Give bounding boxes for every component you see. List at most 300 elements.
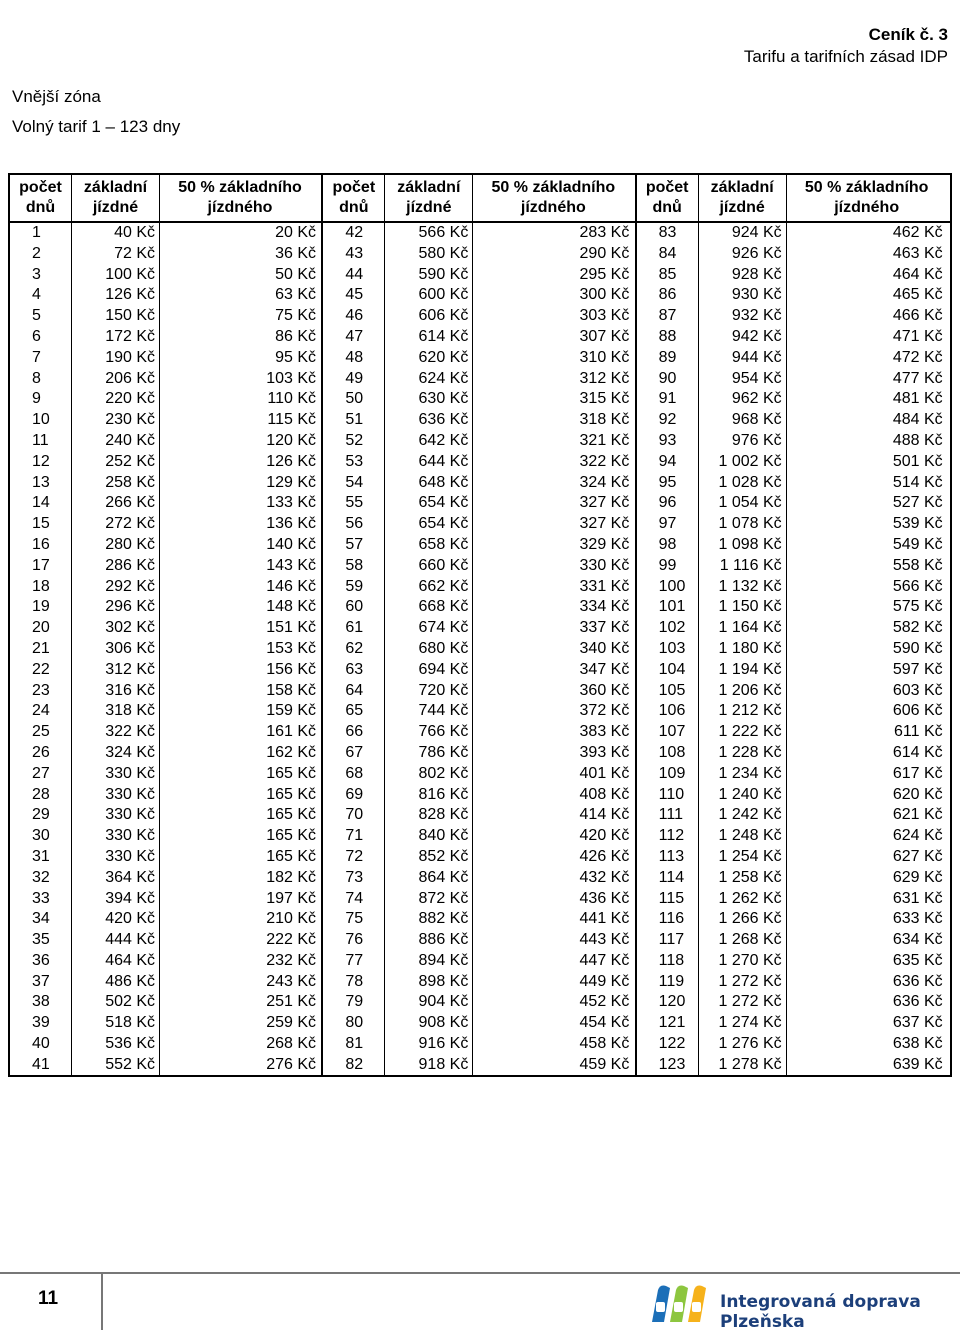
base-fare-cell: 1 028 Kč [699, 473, 787, 494]
table-row [323, 868, 634, 889]
table-row [323, 1034, 634, 1055]
days-cell: 95 [637, 473, 699, 494]
half-fare-cell: 443 Kč [579, 931, 630, 949]
half-fare-cell: 501 Kč [892, 452, 943, 470]
half-fare-cell: 327 Kč [579, 515, 630, 533]
half-fare-cell: 197 Kč [266, 889, 316, 907]
half-fare-cell: 464 Kč [892, 265, 943, 283]
half-fare-cell: 140 Kč [266, 535, 316, 553]
half-fare-cell: 527 Kč [892, 494, 943, 512]
table-row [637, 951, 950, 972]
half-fare-cell: 165 Kč [266, 847, 316, 865]
days-cell: 66 [323, 722, 385, 743]
days-cell: 29 [10, 805, 72, 826]
table-row [10, 348, 321, 369]
base-fare-cell: 840 Kč [385, 826, 473, 847]
table-row [10, 847, 321, 868]
base-fare-cell: 330 Kč [72, 805, 160, 826]
base-fare-cell: 100 Kč [72, 265, 160, 286]
base-fare-cell: 928 Kč [699, 265, 787, 286]
table-row [10, 223, 321, 244]
table-row [10, 306, 321, 327]
half-fare-cell: 420 Kč [579, 827, 630, 845]
days-cell: 114 [637, 868, 699, 889]
half-fare-cell: 393 Kč [579, 743, 630, 761]
base-fare-cell: 240 Kč [72, 431, 160, 452]
days-cell: 45 [323, 285, 385, 306]
days-cell: 86 [637, 285, 699, 306]
days-cell: 32 [10, 868, 72, 889]
table-row [10, 514, 321, 535]
days-cell: 111 [637, 805, 699, 826]
tariff-label: Volný tarif 1 – 123 dny [12, 117, 181, 136]
half-fare-cell: 539 Kč [892, 515, 943, 533]
table-row [323, 577, 634, 598]
half-fare-cell: 312 Kč [579, 369, 630, 387]
table-row [323, 556, 634, 577]
table-row [10, 265, 321, 286]
base-fare-cell: 864 Kč [385, 868, 473, 889]
base-fare-header: základní jízdné [385, 175, 473, 221]
days-cell: 75 [323, 909, 385, 930]
half-fare-cell: 95 Kč [275, 348, 316, 366]
base-fare-cell: 330 Kč [72, 764, 160, 785]
base-fare-cell: 330 Kč [72, 826, 160, 847]
base-fare-cell: 580 Kč [385, 244, 473, 265]
base-fare-cell: 644 Kč [385, 452, 473, 473]
half-fare-cell: 624 Kč [892, 827, 943, 845]
base-fare-cell: 252 Kč [72, 452, 160, 473]
base-fare-cell: 502 Kč [72, 992, 160, 1013]
half-fare-cell: 310 Kč [579, 348, 630, 366]
days-cell: 26 [10, 743, 72, 764]
days-cell: 105 [637, 681, 699, 702]
base-fare-cell: 1 180 Kč [699, 639, 787, 660]
days-cell: 119 [637, 972, 699, 993]
table-row [10, 972, 321, 993]
days-cell: 67 [323, 743, 385, 764]
half-fare-cell: 334 Kč [579, 598, 630, 616]
footer-vertical-divider [101, 1274, 103, 1330]
base-fare-cell: 316 Kč [72, 681, 160, 702]
days-cell: 80 [323, 1013, 385, 1034]
half-fare-cell: 129 Kč [266, 473, 316, 491]
table-row [323, 785, 634, 806]
base-fare-cell: 1 278 Kč [699, 1055, 787, 1076]
days-cell: 37 [10, 972, 72, 993]
table-row [10, 639, 321, 660]
base-fare-cell: 486 Kč [72, 972, 160, 993]
half-fare-cell: 514 Kč [892, 473, 943, 491]
days-cell: 68 [323, 764, 385, 785]
base-fare-cell: 322 Kč [72, 722, 160, 743]
half-fare-cell: 295 Kč [579, 265, 630, 283]
table-row [10, 452, 321, 473]
base-fare-cell: 1 262 Kč [699, 889, 787, 910]
days-cell: 51 [323, 410, 385, 431]
half-fare-cell: 611 Kč [894, 723, 943, 741]
base-fare-cell: 150 Kč [72, 306, 160, 327]
days-cell: 16 [10, 535, 72, 556]
table-row [323, 514, 634, 535]
half-fare-cell: 331 Kč [579, 577, 630, 595]
days-cell: 76 [323, 930, 385, 951]
table-row [637, 431, 950, 452]
half-fare-cell: 631 Kč [892, 889, 943, 907]
days-cell: 6 [10, 327, 72, 348]
base-fare-cell: 306 Kč [72, 639, 160, 660]
half-fare-cell: 158 Kč [266, 681, 316, 699]
days-cell: 83 [637, 223, 699, 244]
half-fare-cell: 481 Kč [892, 390, 943, 408]
days-cell: 65 [323, 701, 385, 722]
half-fare-cell: 463 Kč [892, 244, 943, 262]
half-fare-cell: 133 Kč [266, 494, 316, 512]
base-fare-cell: 680 Kč [385, 639, 473, 660]
days-cell: 2 [10, 244, 72, 265]
days-cell: 4 [10, 285, 72, 306]
half-fare-cell: 303 Kč [579, 307, 630, 325]
days-cell: 70 [323, 805, 385, 826]
days-cell: 123 [637, 1055, 699, 1076]
table-row [323, 244, 634, 265]
days-cell: 28 [10, 785, 72, 806]
half-fare-cell: 290 Kč [579, 244, 630, 262]
table-row [10, 868, 321, 889]
half-fare-cell: 597 Kč [892, 660, 943, 678]
base-fare-cell: 272 Kč [72, 514, 160, 535]
base-fare-cell: 302 Kč [72, 618, 160, 639]
days-cell: 24 [10, 701, 72, 722]
days-cell: 62 [323, 639, 385, 660]
base-fare-cell: 518 Kč [72, 1013, 160, 1034]
days-cell: 52 [323, 431, 385, 452]
days-cell: 46 [323, 306, 385, 327]
base-fare-cell: 918 Kč [385, 1055, 473, 1076]
half-fare-cell: 162 Kč [266, 743, 316, 761]
half-fare-cell: 566 Kč [892, 577, 943, 595]
table-row [10, 951, 321, 972]
days-cell: 108 [637, 743, 699, 764]
half-fare-cell: 153 Kč [266, 639, 316, 657]
half-fare-cell: 447 Kč [579, 951, 630, 969]
table-row [323, 348, 634, 369]
half-fare-cell: 165 Kč [266, 785, 316, 803]
table-row [637, 618, 950, 639]
base-fare-cell: 1 234 Kč [699, 764, 787, 785]
table-row [10, 764, 321, 785]
days-cell: 36 [10, 951, 72, 972]
days-cell: 122 [637, 1034, 699, 1055]
half-fare-cell: 347 Kč [579, 660, 630, 678]
days-cell: 27 [10, 764, 72, 785]
days-cell: 5 [10, 306, 72, 327]
base-fare-cell: 614 Kč [385, 327, 473, 348]
half-fare-cell: 36 Kč [275, 244, 316, 262]
half-fare-cell: 582 Kč [892, 619, 943, 637]
table-row [637, 1013, 950, 1034]
half-fare-cell: 472 Kč [892, 348, 943, 366]
base-fare-cell: 1 274 Kč [699, 1013, 787, 1034]
half-fare-cell: 159 Kč [266, 702, 316, 720]
base-fare-cell: 394 Kč [72, 889, 160, 910]
half-fare-cell: 232 Kč [266, 951, 316, 969]
base-fare-cell: 1 212 Kč [699, 701, 787, 722]
days-cell: 110 [637, 785, 699, 806]
base-fare-cell: 1 272 Kč [699, 972, 787, 993]
half-fare-cell: 414 Kč [579, 806, 630, 824]
days-cell: 85 [637, 265, 699, 286]
days-cell: 35 [10, 930, 72, 951]
table-row [323, 597, 634, 618]
base-fare-cell: 444 Kč [72, 930, 160, 951]
table-row [323, 639, 634, 660]
days-cell: 99 [637, 556, 699, 577]
base-fare-cell: 1 132 Kč [699, 577, 787, 598]
table-row [637, 535, 950, 556]
base-fare-cell: 464 Kč [72, 951, 160, 972]
base-fare-cell: 536 Kč [72, 1034, 160, 1055]
base-fare-cell: 898 Kč [385, 972, 473, 993]
half-fare-cell: 575 Kč [892, 598, 943, 616]
base-fare-cell: 330 Kč [72, 847, 160, 868]
base-fare-cell: 1 240 Kč [699, 785, 787, 806]
table-row [323, 660, 634, 681]
table-row [323, 452, 634, 473]
half-fare-cell: 146 Kč [266, 577, 316, 595]
base-fare-cell: 662 Kč [385, 577, 473, 598]
base-fare-cell: 230 Kč [72, 410, 160, 431]
half-fare-cell: 165 Kč [266, 764, 316, 782]
table-row [323, 764, 634, 785]
days-cell: 89 [637, 348, 699, 369]
days-cell: 44 [323, 265, 385, 286]
half-fare-cell: 401 Kč [579, 764, 630, 782]
days-cell: 47 [323, 327, 385, 348]
table-row [637, 1034, 950, 1055]
days-cell: 63 [323, 660, 385, 681]
table-row [10, 1034, 321, 1055]
base-fare-cell: 1 054 Kč [699, 493, 787, 514]
base-fare-cell: 654 Kč [385, 514, 473, 535]
days-cell: 23 [10, 681, 72, 702]
half-fare-cell: 606 Kč [892, 702, 943, 720]
half-fare-cell: 315 Kč [579, 390, 630, 408]
table-row [10, 535, 321, 556]
days-cell: 87 [637, 306, 699, 327]
days-cell: 102 [637, 618, 699, 639]
table-row [10, 722, 321, 743]
half-fare-cell: 259 Kč [266, 1014, 316, 1032]
base-fare-header: základní jízdné [699, 175, 787, 221]
table-row [323, 930, 634, 951]
table-row [323, 722, 634, 743]
table-row [323, 389, 634, 410]
document-header [744, 24, 948, 68]
days-cell: 49 [323, 369, 385, 390]
base-fare-cell: 660 Kč [385, 556, 473, 577]
days-cell: 93 [637, 431, 699, 452]
footer-divider [0, 1272, 960, 1274]
days-cell: 31 [10, 847, 72, 868]
table-row [10, 389, 321, 410]
half-fare-cell: 638 Kč [892, 1035, 943, 1053]
table-row [637, 597, 950, 618]
half-fare-cell: 360 Kč [579, 681, 630, 699]
days-cell: 59 [323, 577, 385, 598]
days-cell: 48 [323, 348, 385, 369]
half-fare-cell: 156 Kč [266, 660, 316, 678]
days-cell: 55 [323, 493, 385, 514]
days-cell: 82 [323, 1055, 385, 1076]
base-fare-cell: 190 Kč [72, 348, 160, 369]
table-row [10, 743, 321, 764]
base-fare-cell: 292 Kč [72, 577, 160, 598]
days-cell: 112 [637, 826, 699, 847]
base-fare-cell: 566 Kč [385, 223, 473, 244]
base-fare-cell: 1 248 Kč [699, 826, 787, 847]
half-fare-cell: 103 Kč [266, 369, 316, 387]
table-row [637, 306, 950, 327]
table-row [323, 223, 634, 244]
base-fare-cell: 1 254 Kč [699, 847, 787, 868]
base-fare-cell: 648 Kč [385, 473, 473, 494]
base-fare-cell: 1 270 Kč [699, 951, 787, 972]
half-fare-cell: 636 Kč [892, 972, 943, 990]
table-row [637, 577, 950, 598]
base-fare-cell: 744 Kč [385, 701, 473, 722]
table-row [637, 785, 950, 806]
base-fare-cell: 1 228 Kč [699, 743, 787, 764]
table-row [10, 805, 321, 826]
days-cell: 78 [323, 972, 385, 993]
days-cell: 19 [10, 597, 72, 618]
table-row [10, 556, 321, 577]
base-fare-cell: 942 Kč [699, 327, 787, 348]
days-cell: 60 [323, 597, 385, 618]
base-fare-cell: 786 Kč [385, 743, 473, 764]
table-row [323, 847, 634, 868]
days-cell: 106 [637, 701, 699, 722]
table-row [10, 327, 321, 348]
days-cell: 38 [10, 992, 72, 1013]
table-row [637, 244, 950, 265]
days-cell: 73 [323, 868, 385, 889]
table-row [10, 889, 321, 910]
base-fare-cell: 1 194 Kč [699, 660, 787, 681]
half-fare-cell: 627 Kč [892, 847, 943, 865]
half-fare-cell: 471 Kč [892, 327, 943, 345]
base-fare-cell: 324 Kč [72, 743, 160, 764]
days-cell: 100 [637, 577, 699, 598]
days-cell: 50 [323, 389, 385, 410]
table-row [10, 244, 321, 265]
base-fare-cell: 654 Kč [385, 493, 473, 514]
base-fare-header: základní jízdné [72, 175, 160, 221]
base-fare-cell: 908 Kč [385, 1013, 473, 1034]
table-row [10, 618, 321, 639]
half-fare-cell: 243 Kč [266, 972, 316, 990]
base-fare-cell: 1 078 Kč [699, 514, 787, 535]
table-row [637, 847, 950, 868]
days-cell: 15 [10, 514, 72, 535]
half-fare-cell: 634 Kč [892, 931, 943, 949]
days-cell: 115 [637, 889, 699, 910]
half-fare-cell: 603 Kč [892, 681, 943, 699]
half-fare-cell: 636 Kč [892, 993, 943, 1011]
half-fare-cell: 484 Kč [892, 411, 943, 429]
base-fare-cell: 220 Kč [72, 389, 160, 410]
days-cell: 12 [10, 452, 72, 473]
half-fare-cell: 462 Kč [892, 224, 943, 241]
table-row [10, 369, 321, 390]
table-row [637, 473, 950, 494]
days-cell: 96 [637, 493, 699, 514]
base-fare-cell: 674 Kč [385, 618, 473, 639]
days-cell: 109 [637, 764, 699, 785]
base-fare-cell: 1 268 Kč [699, 930, 787, 951]
table-row [637, 868, 950, 889]
table-row [323, 701, 634, 722]
days-header: počet dnů [323, 175, 385, 221]
table-row [10, 493, 321, 514]
page-number: 11 [38, 1288, 59, 1309]
half-fare-cell: 126 Kč [266, 452, 316, 470]
half-fare-cell: 436 Kč [579, 889, 630, 907]
half-fare-cell: 426 Kč [579, 847, 630, 865]
half-fare-cell: 633 Kč [892, 910, 943, 928]
half-fare-cell: 614 Kč [892, 743, 943, 761]
table-row [637, 681, 950, 702]
half-fare-cell: 222 Kč [266, 931, 316, 949]
table-row [637, 285, 950, 306]
days-cell: 121 [637, 1013, 699, 1034]
base-fare-cell: 930 Kč [699, 285, 787, 306]
days-cell: 58 [323, 556, 385, 577]
table-row [10, 577, 321, 598]
days-cell: 91 [637, 389, 699, 410]
table-row [323, 1055, 634, 1076]
half-fare-cell: 629 Kč [892, 868, 943, 886]
half-fare-cell: 637 Kč [892, 1014, 943, 1032]
base-fare-cell: 720 Kč [385, 681, 473, 702]
table-row [10, 285, 321, 306]
days-cell: 97 [637, 514, 699, 535]
base-fare-cell: 1 266 Kč [699, 909, 787, 930]
days-cell: 56 [323, 514, 385, 535]
base-fare-cell: 924 Kč [699, 223, 787, 244]
days-cell: 69 [323, 785, 385, 806]
table-row [637, 369, 950, 390]
table-row [10, 785, 321, 806]
days-cell: 64 [323, 681, 385, 702]
table-row [323, 992, 634, 1013]
pricelist-title: Ceník č. 3 [868, 25, 948, 44]
half-fare-cell: 276 Kč [266, 1055, 316, 1073]
half-fare-cell: 458 Kč [579, 1035, 630, 1053]
half-fare-cell: 165 Kč [266, 827, 316, 845]
base-fare-cell: 1 164 Kč [699, 618, 787, 639]
idp-bus-tram-logo-icon [648, 1280, 714, 1324]
base-fare-cell: 694 Kč [385, 660, 473, 681]
table-row [637, 265, 950, 286]
half-fare-cell: 454 Kč [579, 1014, 630, 1032]
half-fare-cell: 408 Kč [579, 785, 630, 803]
base-fare-cell: 1 150 Kč [699, 597, 787, 618]
base-fare-cell: 1 242 Kč [699, 805, 787, 826]
table-row [10, 1013, 321, 1034]
base-fare-cell: 1 276 Kč [699, 1034, 787, 1055]
